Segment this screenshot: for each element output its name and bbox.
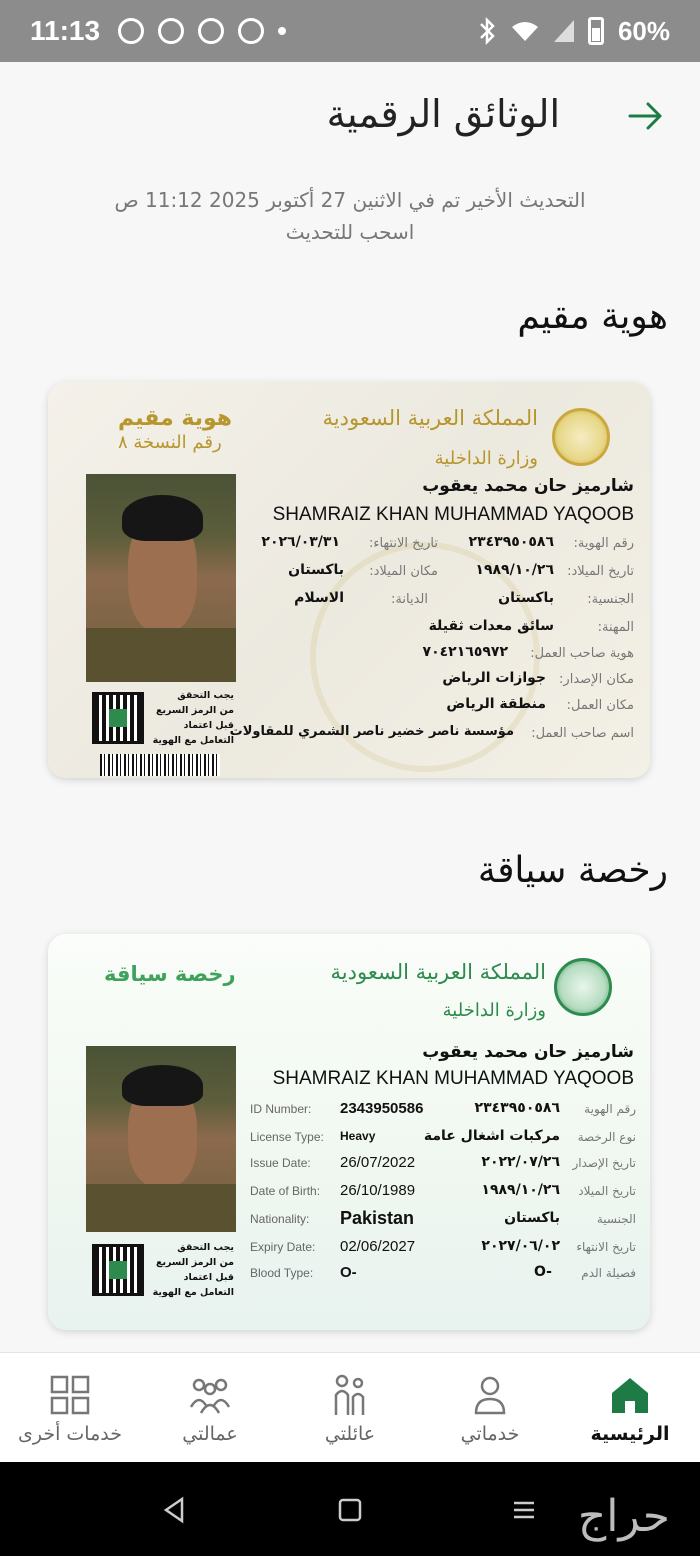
nav-label: عمالتي xyxy=(182,1423,238,1445)
nationality-value: باكستان xyxy=(498,590,554,606)
system-navigation-bar xyxy=(0,1462,700,1556)
qr-code[interactable] xyxy=(92,1244,144,1296)
ministry-name: وزارة الداخلية xyxy=(442,1000,546,1021)
nav-item-my-services[interactable] xyxy=(420,1353,560,1463)
pob-value: باكستان xyxy=(288,562,344,578)
occupation-label: المهنة: xyxy=(597,620,634,635)
nav-item-my-family[interactable] xyxy=(280,1353,420,1463)
expiry-label: تاريخ الانتهاء: xyxy=(368,536,438,551)
employer-id-value: ٧٠٤٢١٦٥٩٧٢ xyxy=(422,644,508,660)
dob-label: تاريخ الميلاد: xyxy=(567,564,634,579)
section-title-resident-id: هوية مقيم xyxy=(517,296,668,337)
card-title: رخصة سياقة xyxy=(104,962,236,986)
nav-label: عائلتي xyxy=(324,1423,376,1445)
status-bar xyxy=(0,0,700,62)
bluetooth-icon xyxy=(478,17,496,45)
nav-label: خدمات أخرى xyxy=(18,1423,122,1445)
family-icon xyxy=(328,1373,372,1417)
nav-item-other-services[interactable] xyxy=(0,1353,140,1463)
religion-value: الاسلام xyxy=(294,590,344,606)
employer-name-label: اسم صاحب العمل: xyxy=(531,726,634,741)
grid-icon xyxy=(48,1373,92,1417)
nav-label: الرئيسية xyxy=(590,1423,670,1445)
last-update-info xyxy=(60,184,640,248)
battery-percent: 60% xyxy=(617,15,670,46)
work-place-label: مكان العمل: xyxy=(566,698,634,713)
person-icon xyxy=(468,1373,512,1417)
issue-place-label: مكان الإصدار: xyxy=(559,672,634,687)
haraj-watermark: حراج xyxy=(577,1491,670,1542)
issue-place-value: جوازات الرياض xyxy=(442,670,546,686)
ministry-name: وزارة الداخلية xyxy=(434,448,538,469)
status-time: 11:13 xyxy=(30,15,101,46)
copy-number-label: رقم النسخة ٨ xyxy=(118,432,222,453)
nav-label: خدماتي xyxy=(460,1423,520,1445)
employer-id-label: هوية صاحب العمل: xyxy=(530,646,634,661)
whatsapp-icon xyxy=(118,18,144,44)
dob-value: ١٩٨٩/١٠/٢٦ xyxy=(475,562,554,578)
pob-label: مكان الميلاد: xyxy=(369,564,438,579)
card-title: هوية مقيم xyxy=(118,406,232,431)
saudi-emblem-icon xyxy=(554,958,612,1016)
sync-icon xyxy=(238,18,264,44)
bottom-navigation xyxy=(0,1352,700,1462)
barcode xyxy=(100,754,220,776)
holder-name-ar: شارميز حان محمد يعقوب xyxy=(422,476,634,496)
workers-icon xyxy=(188,1373,232,1417)
saudi-emblem-icon xyxy=(552,408,610,466)
qr-code[interactable] xyxy=(92,692,144,744)
work-place-value: منطقة الرياض xyxy=(446,696,546,712)
employer-name-value: مؤسسة ناصر خضير ناصر الشمري للمقاولات xyxy=(229,724,514,739)
back-arrow-icon[interactable] xyxy=(626,96,666,136)
id-number-label: رقم الهوية: xyxy=(573,536,634,551)
back-triangle-icon[interactable] xyxy=(160,1496,188,1524)
holder-name-ar: شارميز حان محمد يعقوب xyxy=(422,1042,634,1062)
nationality-label: الجنسية: xyxy=(587,592,634,607)
holder-name-en: SHAMRAIZ KHAN MUHAMMAD YAQOOB xyxy=(272,1068,634,1089)
section-title-driving-license: رخصة سياقة xyxy=(477,850,668,891)
kingdom-name: المملكة العربية السعودية xyxy=(330,960,546,984)
page-title: الوثائق الرقمية xyxy=(326,92,560,136)
qr-note: يجب التحقق من الرمز السريع قبل اعتماد التعامل مع الهوية xyxy=(152,690,234,746)
recent-apps-icon[interactable] xyxy=(510,1496,538,1524)
expiry-value: ٢٠٢٦/٠٣/٣١ xyxy=(261,534,340,550)
wifi-icon xyxy=(510,19,540,43)
holder-photo xyxy=(86,474,236,682)
holder-photo xyxy=(86,1046,236,1232)
religion-label: الديانة: xyxy=(391,592,428,607)
signal-icon xyxy=(554,20,574,42)
home-icon xyxy=(608,1373,652,1417)
resident-id-card[interactable] xyxy=(48,382,650,778)
pull-to-refresh-hint: اسحب للتحديث xyxy=(285,220,415,244)
sync-icon xyxy=(198,18,224,44)
last-update-text: التحديث الأخير تم في الاثنين 27 أكتوبر 2025 11:12 ص xyxy=(114,188,586,212)
sync-icon xyxy=(158,18,184,44)
battery-icon xyxy=(588,17,604,45)
more-notifications-icon xyxy=(278,27,286,35)
page-header xyxy=(0,62,700,172)
nav-item-my-workers[interactable] xyxy=(140,1353,280,1463)
id-number-value: ٢٣٤٣٩٥٠٥٨٦ xyxy=(468,534,554,550)
kingdom-name: المملكة العربية السعودية xyxy=(322,406,538,430)
nav-item-home[interactable] xyxy=(560,1353,700,1463)
occupation-value: سائق معدات ثقيلة xyxy=(428,618,554,634)
driving-license-card[interactable]: المملكة العربية السعودية وزارة الداخلية رخصة سياقة يجب التحقق من الرمز السريع قبل اعتماد التعامل مع الهوية شارميز حان محمد يعقوب SHAMRAIZ KHAN MUHAMMAD YAQOOB ID Number: 2343950586 ٢٣٤٣٩٥٠٥٨٦ رقم الهوية License Type: Heavy مركبات اشغال عامة نوع الرخصة Issue Date: 26/07/2022 ٢٠٢٢/٠٧/٢٦ تاريخ الإصدار Date of Birth: 26/10/1989 ١٩٨٩/١٠/٢٦ تاريخ الميلاد Nationality: Pakistan باكستان الجنسية Expiry Date: 02/06/2027 ٢٠٢٧/٠٦/٠٢ تاريخ الانتهاء Blood Type: O- O- فصيلة الدم xyxy=(48,934,650,1330)
qr-note: يجب التحقق من الرمز السريع قبل اعتماد التعامل مع الهوية xyxy=(152,1242,234,1298)
holder-name-en: SHAMRAIZ KHAN MUHAMMAD YAQOOB xyxy=(272,504,634,525)
home-square-icon[interactable] xyxy=(336,1496,364,1524)
